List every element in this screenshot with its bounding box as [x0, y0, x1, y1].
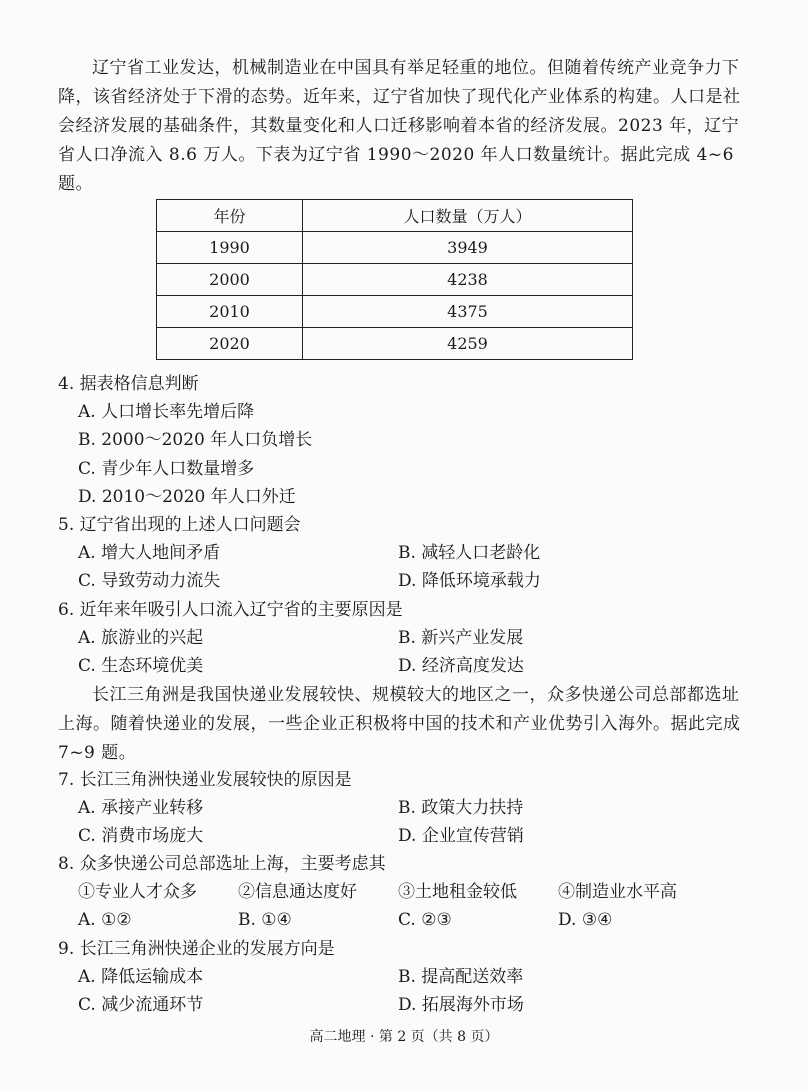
- cell-population: 4375: [303, 296, 633, 328]
- table-header-row: [157, 200, 633, 232]
- question-8-option-d[interactable]: D. ③④: [558, 910, 613, 930]
- table-row: [157, 296, 633, 328]
- question-7-option-c[interactable]: C. 消费市场庞大: [78, 826, 204, 846]
- question-4-stem: 4. 据表格信息判断: [58, 374, 199, 394]
- passage-liaoning: 辽宁省工业发达，机械制造业在中国具有举足轻重的地位。但随着传统产业竞争力下降，该省经济处于下滑的态势。近年来，辽宁省加快了现代化产业体系的构建。人口是社会经济发展的基础条件，其数量变化和人口迁移影响着本省的经济发展。2023 年，辽宁省人口净流入 8.6 万人。下表为辽宁省 1990～2020 年人口数量统计。据此完成 4~6 题。: [58, 58, 741, 194]
- question-9-stem: 9. 长江三角洲快递企业的发展方向是: [58, 939, 335, 959]
- question-9-option-b[interactable]: B. 提高配送效率: [398, 967, 524, 987]
- cell-year: 2000: [157, 264, 303, 296]
- question-4-option-d[interactable]: D. 2010～2020 年人口外迁: [78, 487, 296, 507]
- header-population: 人口数量（万人）: [303, 200, 633, 232]
- cell-population: 4259: [303, 328, 633, 360]
- cell-population: 3949: [303, 232, 633, 264]
- table-row: [157, 328, 633, 360]
- question-6-option-b[interactable]: B. 新兴产业发展: [398, 628, 524, 648]
- question-8-item-2: ②信息通达度好: [238, 882, 357, 902]
- cell-year: 2020: [157, 328, 303, 360]
- question-8-option-a[interactable]: A. ①②: [78, 910, 132, 930]
- question-5-option-a[interactable]: A. 增大人地间矛盾: [78, 543, 221, 563]
- population-table: [156, 199, 633, 360]
- question-7-option-a[interactable]: A. 承接产业转移: [78, 798, 204, 818]
- question-5-stem: 5. 辽宁省出现的上述人口问题会: [58, 515, 301, 535]
- question-7-stem: 7. 长江三角洲快递业发展较快的原因是: [58, 770, 352, 790]
- cell-population: 4238: [303, 264, 633, 296]
- passage-yangtze: 长江三角洲是我国快递业发展较快、规模较大的地区之一，众多快递公司总部都选址上海。随着快递业的发展，一些企业正积极将中国的技术和产业优势引入海外。据此完成 7~9 题。: [58, 685, 741, 763]
- question-4-option-b[interactable]: B. 2000～2020 年人口负增长: [78, 430, 313, 450]
- question-4-option-a[interactable]: A. 人口增长率先增后降: [78, 402, 255, 422]
- question-9-option-d[interactable]: D. 拓展海外市场: [398, 995, 524, 1015]
- cell-year: 1990: [157, 232, 303, 264]
- cell-year: 2010: [157, 296, 303, 328]
- question-5-option-b[interactable]: B. 减轻人口老龄化: [398, 543, 541, 563]
- question-9-option-a[interactable]: A. 降低运输成本: [78, 967, 204, 987]
- question-7-option-d[interactable]: D. 企业宣传营销: [398, 826, 524, 846]
- question-6-option-d[interactable]: D. 经济高度发达: [398, 656, 524, 676]
- question-5-option-d[interactable]: D. 降低环境承载力: [398, 571, 541, 591]
- question-5-option-c[interactable]: C. 导致劳动力流失: [78, 571, 221, 591]
- question-8-item-3: ③土地租金较低: [398, 882, 517, 902]
- question-6-option-a[interactable]: A. 旅游业的兴起: [78, 628, 204, 648]
- table-row: [157, 264, 633, 296]
- question-8-item-1: ①专业人才众多: [78, 882, 197, 902]
- question-8-option-c[interactable]: C. ②③: [398, 910, 452, 930]
- page-footer: 高二地理 · 第 2 页（共 8 页）: [309, 1029, 499, 1045]
- header-year: 年份: [157, 200, 303, 232]
- question-8-option-b[interactable]: B. ①④: [238, 910, 292, 930]
- table-row: [157, 232, 633, 264]
- question-8-item-4: ④制造业水平高: [558, 882, 677, 902]
- question-7-option-b[interactable]: B. 政策大力扶持: [398, 798, 524, 818]
- question-4-option-c[interactable]: C. 青少年人口数量增多: [78, 459, 255, 479]
- question-6-stem: 6. 近年来年吸引人口流入辽宁省的主要原因是: [58, 600, 403, 620]
- question-8-stem: 8. 众多快递公司总部选址上海，主要考虑其: [58, 854, 386, 874]
- question-9-option-c[interactable]: C. 减少流通环节: [78, 995, 204, 1015]
- question-6-option-c[interactable]: C. 生态环境优美: [78, 656, 204, 676]
